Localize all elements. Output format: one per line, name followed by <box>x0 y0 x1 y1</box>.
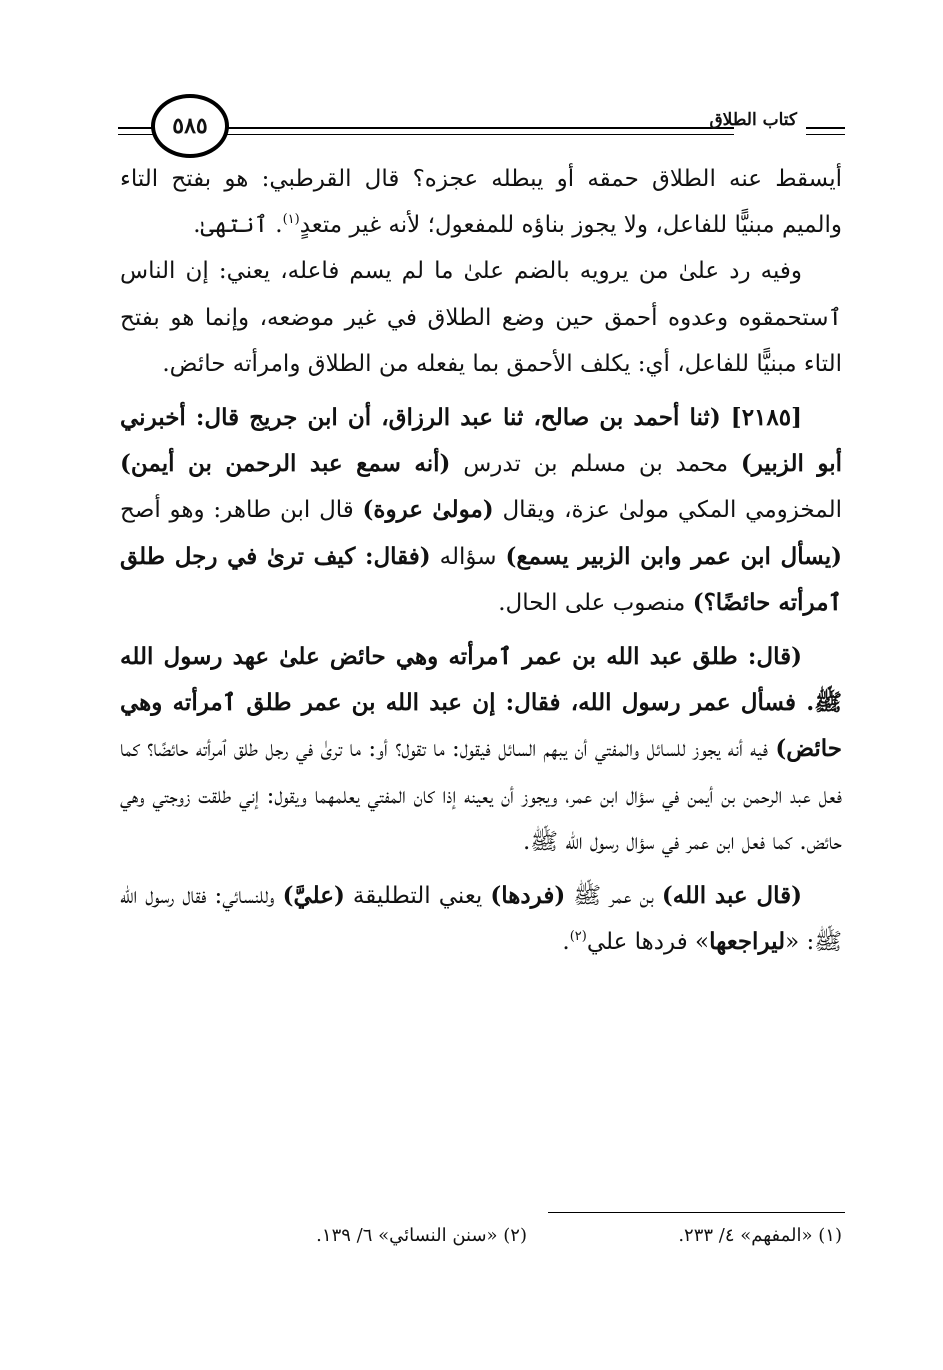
bold-run: (قال: طلق عبد الله بن عمر ٱمرأته وهي حائض علىٰ عهد رسول الله ﷺ. فسأل عمر رسول الله، فقال: إن عبد الله بن عمر طلق ٱمرأته وهي حائض) <box>120 643 842 763</box>
bold-run: (قال عبد الله) <box>661 882 802 910</box>
paragraph-4 <box>120 634 842 865</box>
header-rule-middle-thick <box>226 127 734 129</box>
footnote-ref: (١) <box>282 212 300 228</box>
body-text <box>120 156 842 965</box>
text-run: . ٱنتهىٰ. <box>193 212 283 239</box>
footnotes <box>120 1225 842 1259</box>
text-run: يعني التطليقة <box>344 883 491 910</box>
text-run: محمد بن مسلم بن تدرس <box>450 451 741 478</box>
bold-run: [٢١٨٥] (ثنا أحمد بن صالح، ثنا عبد الرزاق، أن ابن جريج قال: أخبرني أبو الزبير) <box>120 404 843 478</box>
bold-run: ليراجعها <box>709 928 786 956</box>
header-rule-left-thin <box>118 134 154 135</box>
bold-run: (فقال: كيف ترىٰ في رجل طلق ٱمرأته حائضًا؟) <box>120 542 842 616</box>
bold-run: (فردها) <box>490 882 566 910</box>
bold-run: (أنه سمع عبد الرحمن بن أيمن) <box>120 450 451 478</box>
header-rule-right-thick <box>806 127 845 129</box>
page-number: ٥٨٥ <box>172 113 208 139</box>
paragraph-1 <box>120 156 842 248</box>
footnote-ref: (٢) <box>569 929 587 945</box>
text-run: بن عمر ﷺ <box>565 883 662 910</box>
footnote-1: (١) «المفهم» ٤/ ٢٣٣. <box>678 1225 842 1246</box>
header-rule-right-thin <box>806 134 845 135</box>
text-run: » فردها علي <box>586 929 710 956</box>
footnote-separator <box>548 1212 845 1213</box>
text-run: وللنسائي: فقال رسول الله ﷺ: « <box>120 883 842 956</box>
footnote-2: (٢) «سنن النسائي» ٦/ ١٣٩. <box>316 1225 527 1246</box>
paragraph-3-hadith-2185 <box>120 395 842 626</box>
text-run: سؤاله <box>430 543 506 570</box>
bold-run: (مولىٰ عروة) <box>362 496 494 524</box>
text-run: أيسقط عنه الطلاق حمقه أو يبطله عجزه؟ قال القرطبي: هو بفتح التاء والميم مبنيًّا للفاعل، ولا يجوز بناؤه للمفعول؛ لأنه غير متعدٍ <box>120 166 842 239</box>
page-number-badge <box>151 94 229 158</box>
bold-run: (يسأل ابن عمر وابن الزبير يسمع) <box>505 542 843 570</box>
text-run: فيه أنه يجوز للسائل والمفتي أن يبهم السائل فيقول: ما تقول؟ أو: ما ترىٰ في رجل طلق ٱمرأته حائضًا؟ كما فعل عبد الرحمن بن أيمن في سؤال ابن عمر، ويجوز أن يعينه إذا كان المفتي يعلمهما ويقول: إني طلقت زوجتي وهي حائض. كما فعل ابن عمر في سؤال رسول الله ﷺ. <box>120 736 843 855</box>
text-run: قال ابن طاهر: وهو أصح <box>120 497 363 524</box>
header-rule-left-thick <box>118 127 154 129</box>
header-rule-middle-thin <box>226 134 734 135</box>
paragraph-5 <box>120 873 842 965</box>
book-title: كتاب الطلاق <box>709 110 797 130</box>
text-run: . <box>562 929 570 956</box>
text-run: منصوب على الحال. <box>498 589 693 616</box>
text-run: وفيه رد علىٰ من يرويه بالضم علىٰ ما لم يسم فاعله، يعني: إن الناس ٱستحمقوه وعدوه أحمق حين وضع الطلاق في غير موضعه، وإنما هو بفتح التاء مبنيًّا للفاعل، أي: يكلف الأحمق بما يفعله من الطلاق وامرأته حائض. <box>120 258 842 377</box>
text-run: المخزومي المكي مولىٰ عزة، ويقال <box>493 497 842 524</box>
paragraph-2 <box>120 248 842 387</box>
bold-run: (عليَّ) <box>282 882 345 910</box>
